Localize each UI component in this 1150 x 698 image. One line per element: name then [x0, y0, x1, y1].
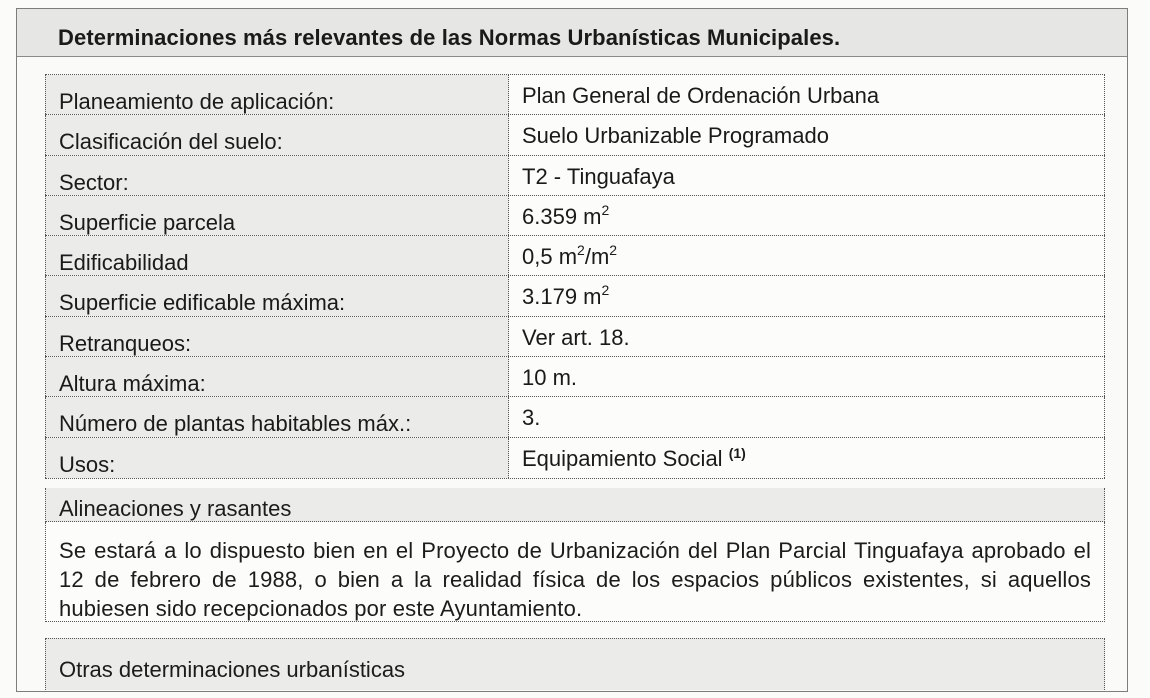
table-row: [45, 357, 1105, 397]
table-row: [45, 317, 1105, 357]
row-label: Número de plantas habitables máx.:: [45, 397, 509, 436]
value-text: 6.359 m: [522, 203, 602, 229]
table-row: [45, 236, 1105, 276]
row-value: 10 m.: [509, 357, 1105, 396]
value-text: /m: [584, 244, 610, 270]
row-label: Clasificación del suelo:: [45, 115, 509, 154]
table-row: [45, 397, 1105, 437]
row-label: Retranqueos:: [45, 317, 509, 356]
row-value: [509, 236, 1105, 275]
row-value: [509, 196, 1105, 235]
value-text: 3.179 m: [522, 284, 602, 310]
page-title: Determinaciones más relevantes de las Normas Urbanísticas Municipales.: [58, 25, 841, 50]
row-label: Superficie edificable máxima:: [45, 276, 509, 315]
superscript: 2: [577, 242, 585, 259]
superscript: 2: [601, 201, 610, 218]
row-value: T2 - Tinguafaya: [509, 156, 1105, 195]
row-value: [509, 438, 1105, 478]
row-value: Plan General de Ordenación Urbana: [509, 75, 1105, 114]
row-value: Ver art. 18.: [509, 317, 1105, 356]
row-value: [509, 276, 1105, 315]
determinations-table: [45, 74, 1105, 479]
row-value: 3.: [509, 397, 1105, 436]
superscript: 2: [601, 282, 610, 299]
alineaciones-text: Se estará a lo dispuesto bien en el Proyecto de Urbanización del Plan Parcial Tinguafaya aprobado el 12 de febrero de 1988, o bien a la realidad física de los espacios públicos existentes, si aquellos hubiesen sido recepcionados por este Ayuntamiento.: [45, 522, 1105, 622]
table-row: [45, 196, 1105, 236]
row-label: Superficie parcela: [45, 196, 509, 235]
value-text: 0,5 m: [522, 244, 578, 270]
row-label: Sector:: [45, 156, 509, 195]
row-label: Altura máxima:: [45, 357, 509, 396]
row-label: Edificabilidad: [45, 236, 509, 275]
row-label: Usos:: [45, 438, 509, 478]
table-row: [45, 276, 1105, 316]
section-header: [17, 9, 1127, 57]
row-label: Planeamiento de aplicación:: [45, 75, 509, 114]
table-row: [45, 115, 1105, 155]
table-row: [45, 75, 1105, 115]
alineaciones-title: Alineaciones y rasantes: [45, 488, 1105, 522]
value-text: Equipamiento Social: [522, 445, 723, 471]
table-row: [45, 438, 1105, 478]
row-value: Suelo Urbanizable Programado: [509, 115, 1105, 154]
superscript: 2: [609, 242, 618, 259]
otras-determinaciones-title: Otras determinaciones urbanísticas: [45, 638, 1105, 690]
footnote-marker: (1): [728, 444, 746, 461]
table-row: [45, 156, 1105, 196]
